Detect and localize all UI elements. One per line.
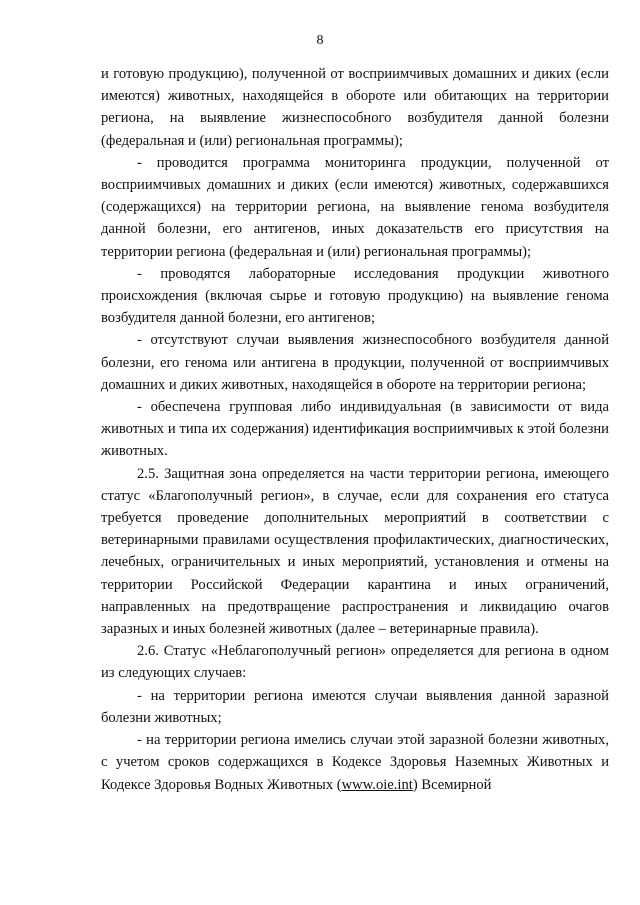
paragraph-section-2-5: 2.5. Защитная зона определяется на части территории региона, имеющего статус «Благополучный регион», в случае, если для сохранения его статуса требуется проведение дополнительных мероприятий в соответствии с ветеринарными правилами осуществления профилактических, диагностических, лечебных, ограничительных и иных мероприятий, установления и отмены на территории Российской Федерации карантина и иных ограничений, направленных на предотвращение распространения и ликвидацию очагов заразных и иных болезней животных (далее – ветеринарные правила).	[101, 465, 609, 638]
paragraph-cases-past-tail: ) Всемирной	[412, 776, 492, 793]
paragraph-cases-present: - на территории региона имеются случаи выявления данной заразной болезни животных;	[101, 687, 609, 726]
paragraph-cases-past	[101, 729, 609, 796]
paragraph-monitoring-program: - проводится программа мониторинга продукции, полученной от восприимчивых домашних и диких (если имеются) животных, содержавшихся (содержащихся) на территории региона, на выявление генома возбудителя данной болезни, его антигенов, иных доказательств его присутствия на территории региона (федеральная и (или) региональная программы);	[101, 154, 609, 260]
paragraph-lab-research: - проводятся лабораторные исследования продукции животного происхождения (включая сырье и готовую продукцию) на выявление генома возбудителя данной болезни, его антигенов;	[101, 265, 609, 327]
paragraph-section-2-6: 2.6. Статус «Неблагополучный регион» определяется для региона в одном из следующих случаев:	[101, 643, 609, 682]
paragraph-cases-past-text: - на территории региона имелись случаи этой заразной болезни животных, с учетом сроков содержащихся в Кодексе Здоровья Наземных Животных и Кодексе Здоровья Водных Животных (	[101, 732, 609, 793]
oie-website-link[interactable]: www.oie.int	[341, 776, 413, 793]
paragraph-identification: - обеспечена групповая либо индивидуальная (в зависимости от вида животных и типа их содержания) идентификация восприимчивых к этой болезни животных.	[101, 399, 609, 460]
page-number: 8	[316, 33, 324, 48]
paragraph-no-cases: - отсутствуют случаи выявления жизнеспособного возбудителя данной болезни, его генома или антигена в продукции, полученной от восприимчивых домашних и диких животных, находящейся в обороте на территории региона;	[101, 332, 609, 393]
paragraph-continuation: и готовую продукцию), полученной от восприимчивых домашних и диких (если имеются) животных, находящейся в обороте или обитающих на территории региона, на выявление жизнеспособного возбудителя данной болезни (федеральная и (или) региональная программы);	[101, 66, 609, 149]
document-body	[101, 63, 609, 796]
